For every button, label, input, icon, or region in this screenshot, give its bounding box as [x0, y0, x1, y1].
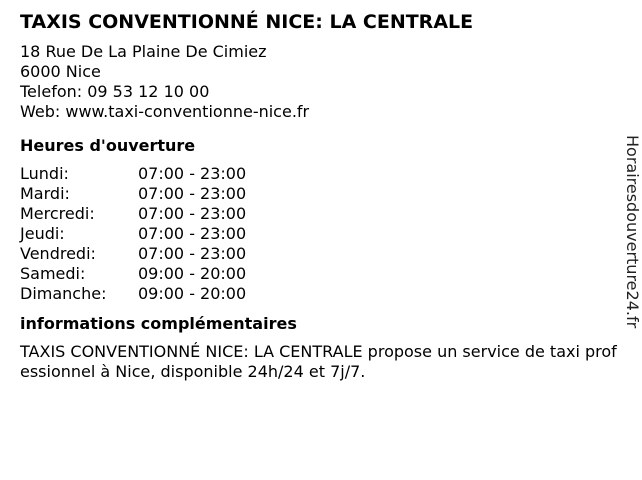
- hours-time: 07:00 - 23:00: [138, 164, 247, 183]
- hours-row: [20, 184, 620, 204]
- info-description: TAXIS CONVENTIONNÉ NICE: LA CENTRALE propose un service de taxi professionnel à Nice, disponible 24h/24 et 7j/7.: [20, 342, 617, 381]
- info-heading: informations complémentaires: [20, 314, 297, 333]
- hours-row: [20, 244, 620, 264]
- hours-time: 07:00 - 23:00: [138, 244, 247, 263]
- hours-row: [20, 264, 620, 284]
- hours-day: Dimanche:: [20, 284, 107, 303]
- phone-number: Telefon: 09 53 12 10 00: [20, 82, 210, 101]
- address-line-1: 18 Rue De La Plaine De Cimiez: [20, 42, 267, 61]
- hours-day: Vendredi:: [20, 244, 96, 263]
- address-line-2: 6000 Nice: [20, 62, 101, 81]
- hours-table: [20, 164, 620, 304]
- hours-time: 07:00 - 23:00: [138, 204, 247, 223]
- hours-heading: Heures d'ouverture: [20, 136, 196, 155]
- hours-day: Samedi:: [20, 264, 86, 283]
- hours-day: Jeudi:: [20, 224, 65, 243]
- hours-day: Mardi:: [20, 184, 70, 203]
- hours-time: 09:00 - 20:00: [138, 264, 247, 283]
- business-name: TAXIS CONVENTIONNÉ NICE: LA CENTRALE: [20, 11, 474, 33]
- website: Web: www.taxi-conventionne-nice.fr: [20, 102, 310, 121]
- hours-row: [20, 204, 620, 224]
- hours-row: [20, 164, 620, 184]
- watermark: Horairesdouverture24.fr: [623, 135, 642, 329]
- hours-time: 09:00 - 20:00: [138, 284, 247, 303]
- hours-day: Lundi:: [20, 164, 69, 183]
- hours-row: [20, 284, 620, 304]
- hours-day: Mercredi:: [20, 204, 95, 223]
- business-card: [20, 10, 620, 382]
- hours-time: 07:00 - 23:00: [138, 184, 247, 203]
- hours-row: [20, 224, 620, 244]
- hours-time: 07:00 - 23:00: [138, 224, 247, 243]
